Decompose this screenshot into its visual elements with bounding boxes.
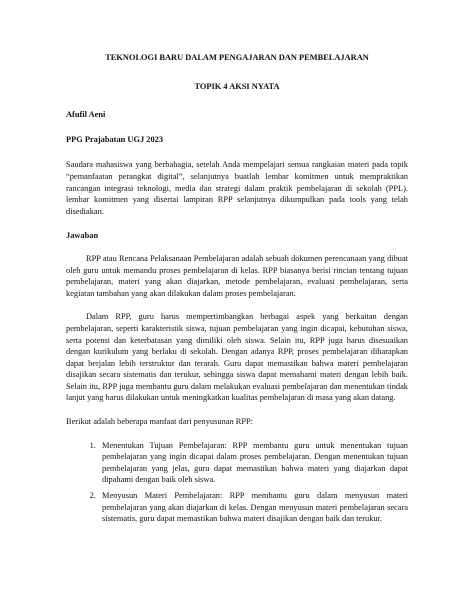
body-paragraph-1: RPP atau Rencana Pelaksanaan Pembelajaran adalah sebuah dokumen perencanaan yang dibuat oleh guru untuk memandu proses pembelajaran di kelas. RPP biasanya berisi rincian tentang tujuan pembelajaran, materi yang akan diajarkan, metode pembelajaran, evaluasi pembelajaran, serta kegiatan tambahan yang akan dilakukan dalam proses pembelajaran. [66, 253, 408, 298]
document-title: TEKNOLOGI BARU DALAM PENGAJARAN DAN PEMBELAJARAN [105, 53, 369, 62]
list-item: 2. Menyusun Materi Pembelajaran: RPP membantu guru dalam menyusun materi pembelajaran yang akan diajarkan di kelas. Dengan menyusun materi pembelajaran secara sistematis, guru dapat memastikan bahwa materi disajikan dengan baik dan terukur. [98, 490, 408, 525]
intro-paragraph: Saudara mahasiswa yang berbahagia, setelah Anda mempelajari semua rangkaian materi pada topik “pemanfaatan perangkat digital”, selanjutnya buatlah lembar komitmen untuk mempraktikan rancangan integrasi teknologi, media dan strategi dalam praktik pembelajaran di sekolah (PPL). lembar komitmen yang disertai lampiran RPP selanjutnya dikumpulkan pada tools yang telah disediakan. [66, 160, 408, 216]
class-name: PPG Prajabatan UGJ 2023 [66, 134, 164, 144]
author-name: Afufil Aeni [66, 110, 106, 120]
body-paragraph-2: Dalam RPP, guru harus mempertimbangkan berbagai aspek yang berkaitan dengan pembelajaran, seperti karakteristik siswa, tujuan pembelajaran yang ingin dicapai, kebutuhan siswa, serta potensi dan keterbatasan yang dimiliki oleh siswa. Selain itu, RPP juga harus disesuaikan dengan kurikulum yang berlaku di sekolah. Dengan adanya RPP, proses pembelajaran diharapkan dapat berjalan lebih terstruktur dan terarah. Guru dapat memastikan bahwa materi pembelajaran disajikan secara sistematis dan terukur, sehingga siswa dapat memahami materi dengan lebih baik. Selain itu, RPP juga membantu guru dalam melakukan evaluasi pembelajaran dan menentukan tindak lanjut yang harus dilakukan untuk meningkatkan kualitas pembelajaran di masa yang akan datang. [66, 312, 408, 403]
section-heading: Jawaban [66, 231, 99, 241]
list-item: 1. Menentukan Tujuan Pembelajaran: RPP membantu guru untuk menentukan tujuan pembelajaran yang ingin dicapai dalam proses pembelajaran. Dengan menentukan tujuan pembelajaran yang jelas, guru dapat memastikan bahwa materi yang diajarkan dapat dipahami dengan baik oleh siswa. [98, 440, 408, 486]
benefits-list [66, 440, 408, 525]
list-lead: Berikut adalah beberapa manfaat dari penyusunan RPP: [66, 417, 253, 427]
document-subtitle: TOPIK 4 AKSI NYATA [194, 81, 280, 91]
